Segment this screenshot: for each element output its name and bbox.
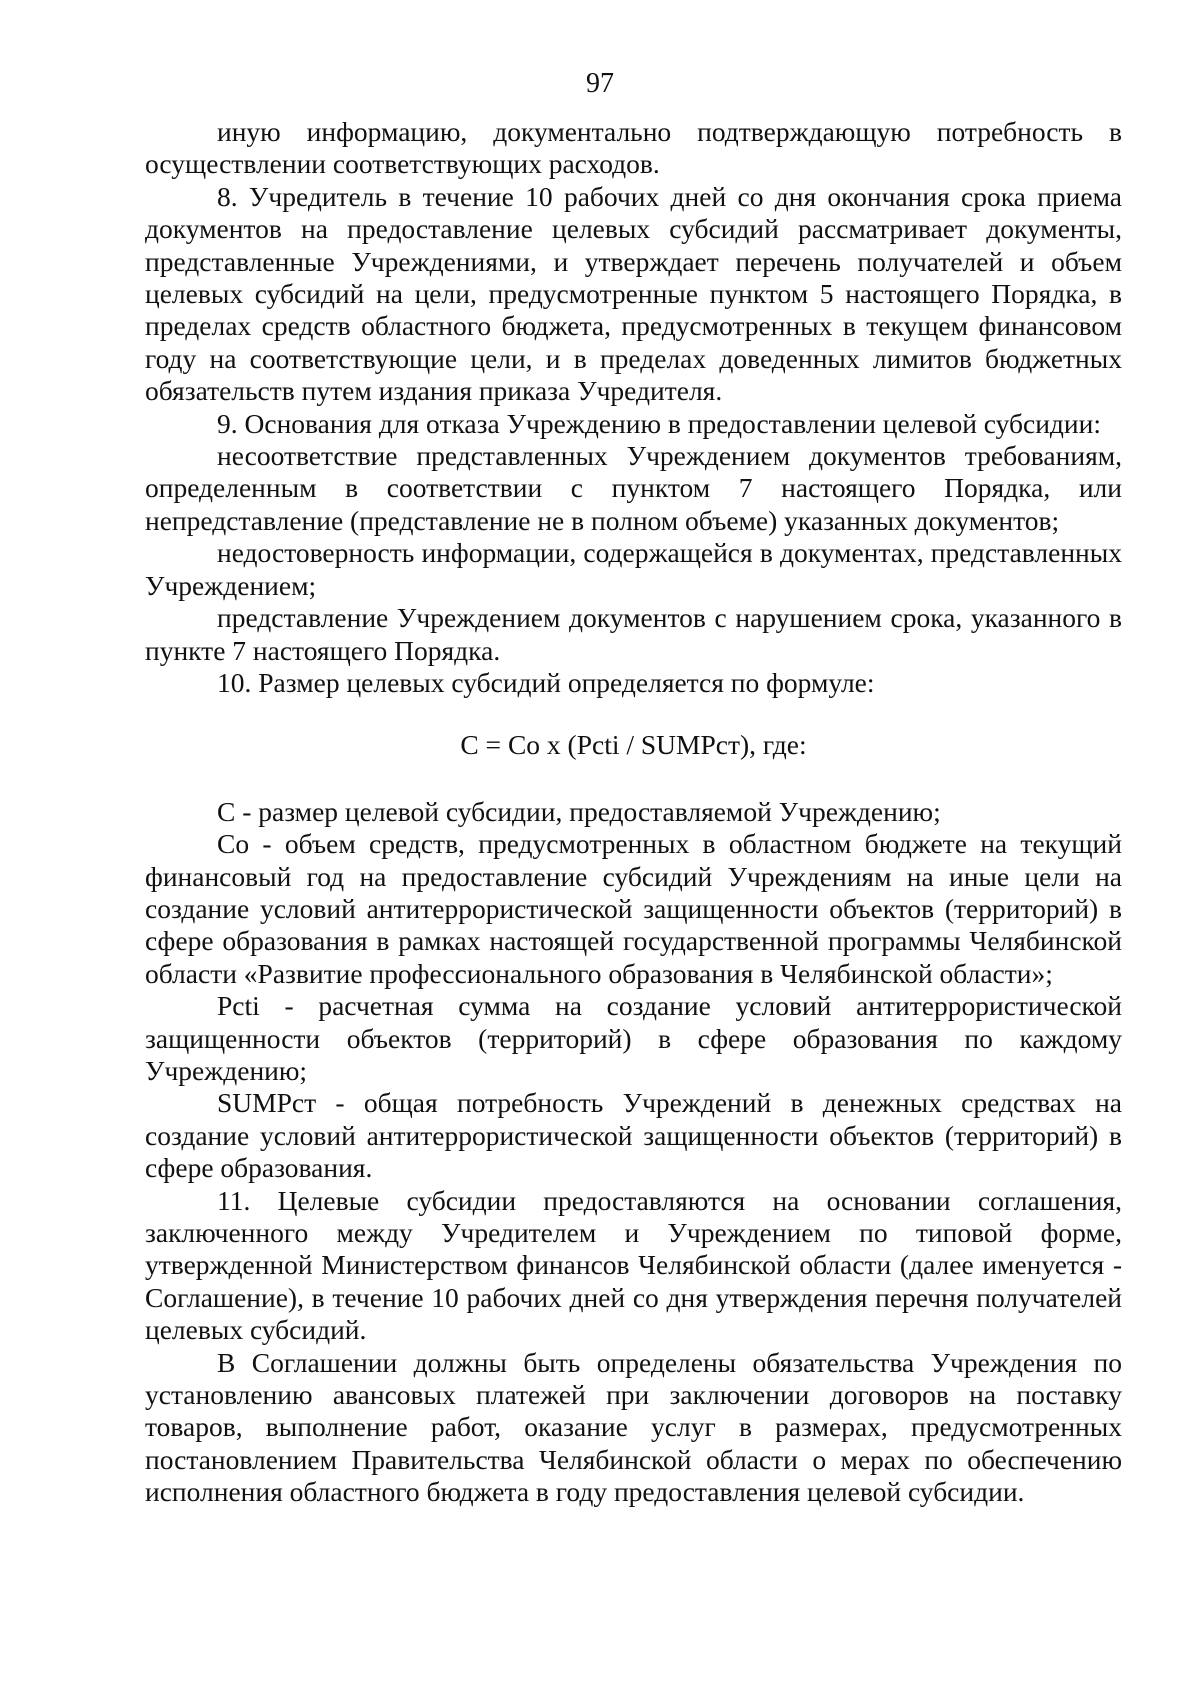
paragraph-refusal-reason-2: недостоверность информации, содержащейся в документах, представленных Учреждением; [145,537,1122,601]
paragraph-continuation: иную информацию, документально подтверждающую потребность в осуществлении соответствующих расходов. [145,116,1122,180]
paragraph-definition-c: C - размер целевой субсидии, предоставляемой Учреждению; [217,795,941,827]
paragraph-definition-co: Co - объем средств, предусмотренных в областном бюджете на текущий финансовый год на предоставление субсидий Учреждениям на иные цели на создание условий антитеррористической защищенности объектов (территорий) в сфере образования в рамках настоящей государственной программы Челябинской области «Развитие профессионального образования в Челябинской области»; [145,828,1122,989]
paragraph-item-8: 8. Учредитель в течение 10 рабочих дней со дня окончания срока приема документов на предоставление целевых субсидий рассматривает документы, представленные Учреждениями, и утверждает перечень получателей и объем целевых субсидий на цели, предусмотренные пунктом 5 настоящего Порядка, в пределах средств областного бюджета, предусмотренных в текущем финансовом году на соответствующие цели, и в пределах доведенных лимитов бюджетных обязательств путем издания приказа Учредителя. [145,180,1122,407]
page-number: 97 [586,68,614,99]
subsidy-formula: C = Co x (Pcti / SUMPст), где: [460,729,807,761]
paragraph-refusal-reason-1: несоответствие представленных Учреждением документов требованиям, определенным в соответствии с пунктом 7 настоящего Порядка, или непредставление (представление не в полном объеме) указанных документов; [145,440,1122,536]
paragraph-definition-pcti: Pcti - расчетная сумма на создание условий антитеррористической защищенности объектов (территорий) в сфере образования по каждому Учреждению; [145,990,1122,1086]
paragraph-agreement-obligations: В Соглашении должны быть определены обязательства Учреждения по установлению авансовых платежей при заключении договоров на поставку товаров, выполнение работ, оказание услуг в размерах, предусмотренных постановлением Правительства Челябинской области о мерах по обеспечению исполнения областного бюджета в году предоставления целевой субсидии. [145,1346,1122,1508]
paragraph-refusal-reason-3: представление Учреждением документов с нарушением срока, указанного в пункте 7 настоящего Порядка. [145,602,1122,666]
paragraph-item-10: 10. Размер целевых субсидий определяется по формуле: [217,666,875,698]
paragraph-item-9: 9. Основания для отказа Учреждению в предоставлении целевой субсидии: [217,407,1102,439]
paragraph-definition-sumpct: SUMPст - общая потребность Учреждений в денежных средствах на создание условий антитеррористической защищенности объектов (территорий) в сфере образования. [145,1087,1122,1184]
document-body [145,116,1122,1509]
paragraph-item-11: 11. Целевые субсидии предоставляются на основании соглашения, заключенного между Учредителем и Учреждением по типовой форме, утвержденной Министерством финансов Челябинской области (далее именуется - Соглашение), в течение 10 рабочих дней со дня утверждения перечня получателей целевых субсидий. [145,1184,1122,1346]
